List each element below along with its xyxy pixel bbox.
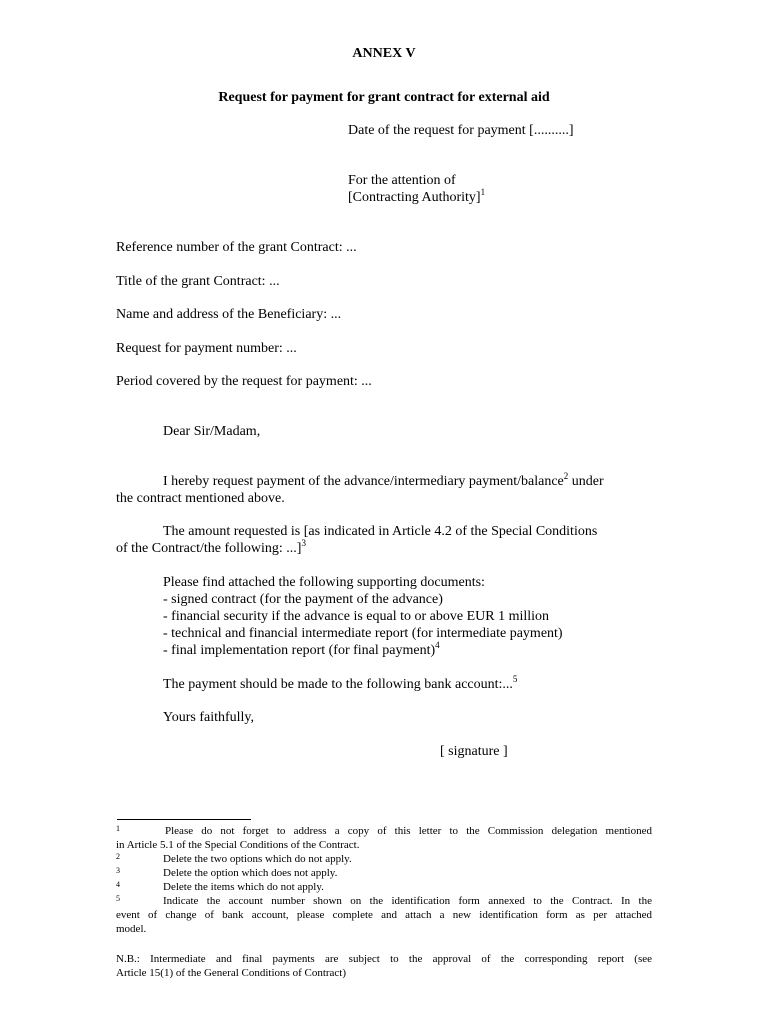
footnote-number: 4 (116, 880, 120, 889)
footnote-5-line-2: event of change of bank account, please complete and attach a new identification form as per attached (116, 909, 652, 921)
nb-note-line-2: Article 15(1) of the General Conditions of Contract) (116, 967, 347, 979)
nb-note-line-1: N.B.: Intermediate and final payments are subject to the approval of the corresponding report (see (116, 953, 652, 965)
footnote-number: 3 (116, 866, 120, 875)
supporting-doc-item: - signed contract (for the payment of the advance) (163, 592, 443, 607)
paragraph-1-line-1 (163, 473, 604, 490)
paragraph-1-text: I hereby request payment of the advance/intermediary payment/balance (163, 474, 564, 489)
field-period-covered: Period covered by the request for payment: ... (116, 374, 372, 389)
footnote-4-text: Delete the items which do not apply. (163, 881, 324, 893)
footnote-ref-4: 4 (435, 640, 440, 650)
contracting-authority-text: [Contracting Authority] (348, 190, 481, 205)
field-request-number: Request for payment number: ... (116, 341, 297, 356)
footnote-number: 2 (116, 852, 120, 861)
supporting-doc-item: - financial security if the advance is equal to or above EUR 1 million (163, 609, 550, 624)
bank-account-line (163, 676, 517, 693)
footnote-separator (117, 819, 251, 820)
field-contract-title: Title of the grant Contract: ... (116, 274, 280, 289)
closing: Yours faithfully, (163, 710, 255, 725)
field-reference-number: Reference number of the grant Contract: ... (116, 240, 357, 255)
supporting-doc-text: - final implementation report (for final payment) (163, 643, 436, 658)
bank-account-text: The payment should be made to the following bank account:... (163, 677, 513, 692)
document-subtitle: Request for payment for grant contract for external aid (218, 90, 550, 105)
attention-line: For the attention of (348, 173, 456, 188)
paragraph-2-line-2 (116, 540, 306, 557)
footnote-2-text: Delete the two options which do not apply. (163, 853, 352, 865)
supporting-doc-item: - technical and financial intermediate report (for intermediate payment) (163, 626, 563, 641)
footnote-5-line-3: model. (116, 923, 147, 935)
request-date-line: Date of the request for payment [..........] (348, 123, 574, 138)
supporting-doc-item (163, 642, 440, 659)
contracting-authority-line (348, 189, 485, 206)
supporting-docs-intro: Please find attached the following supporting documents: (163, 575, 485, 590)
footnote-ref-5: 5 (512, 674, 518, 684)
footnote-ref-2: 2 (563, 471, 569, 481)
footnote-1-line-2: in Article 5.1 of the Special Conditions of the Contract. (116, 839, 360, 851)
paragraph-2-text: of the Contract/the following: ...] (116, 541, 302, 556)
paragraph-1-line-2: the contract mentioned above. (116, 491, 285, 506)
field-beneficiary: Name and address of the Beneficiary: ... (116, 307, 342, 322)
salutation: Dear Sir/Madam, (163, 424, 261, 439)
footnote-3-text: Delete the option which does not apply. (163, 867, 338, 879)
footnote-5-line-1: Indicate the account number shown on the identification form annexed to the Contract. In the (163, 895, 652, 907)
footnote-1-line-1: Please do not forget to address a copy of this letter to the Commission delegation mentioned (165, 825, 652, 837)
paragraph-2-line-1: The amount requested is [as indicated in Article 4.2 of the Special Conditions (163, 524, 598, 539)
paragraph-1-end: under (568, 474, 604, 489)
footnote-ref-1: 1 (480, 187, 486, 197)
footnote-number: 5 (116, 894, 120, 903)
footnote-number: 1 (116, 824, 120, 833)
annex-title: ANNEX V (352, 46, 416, 61)
footnote-ref-3: 3 (301, 538, 306, 548)
signature-placeholder: [ signature ] (440, 744, 508, 759)
